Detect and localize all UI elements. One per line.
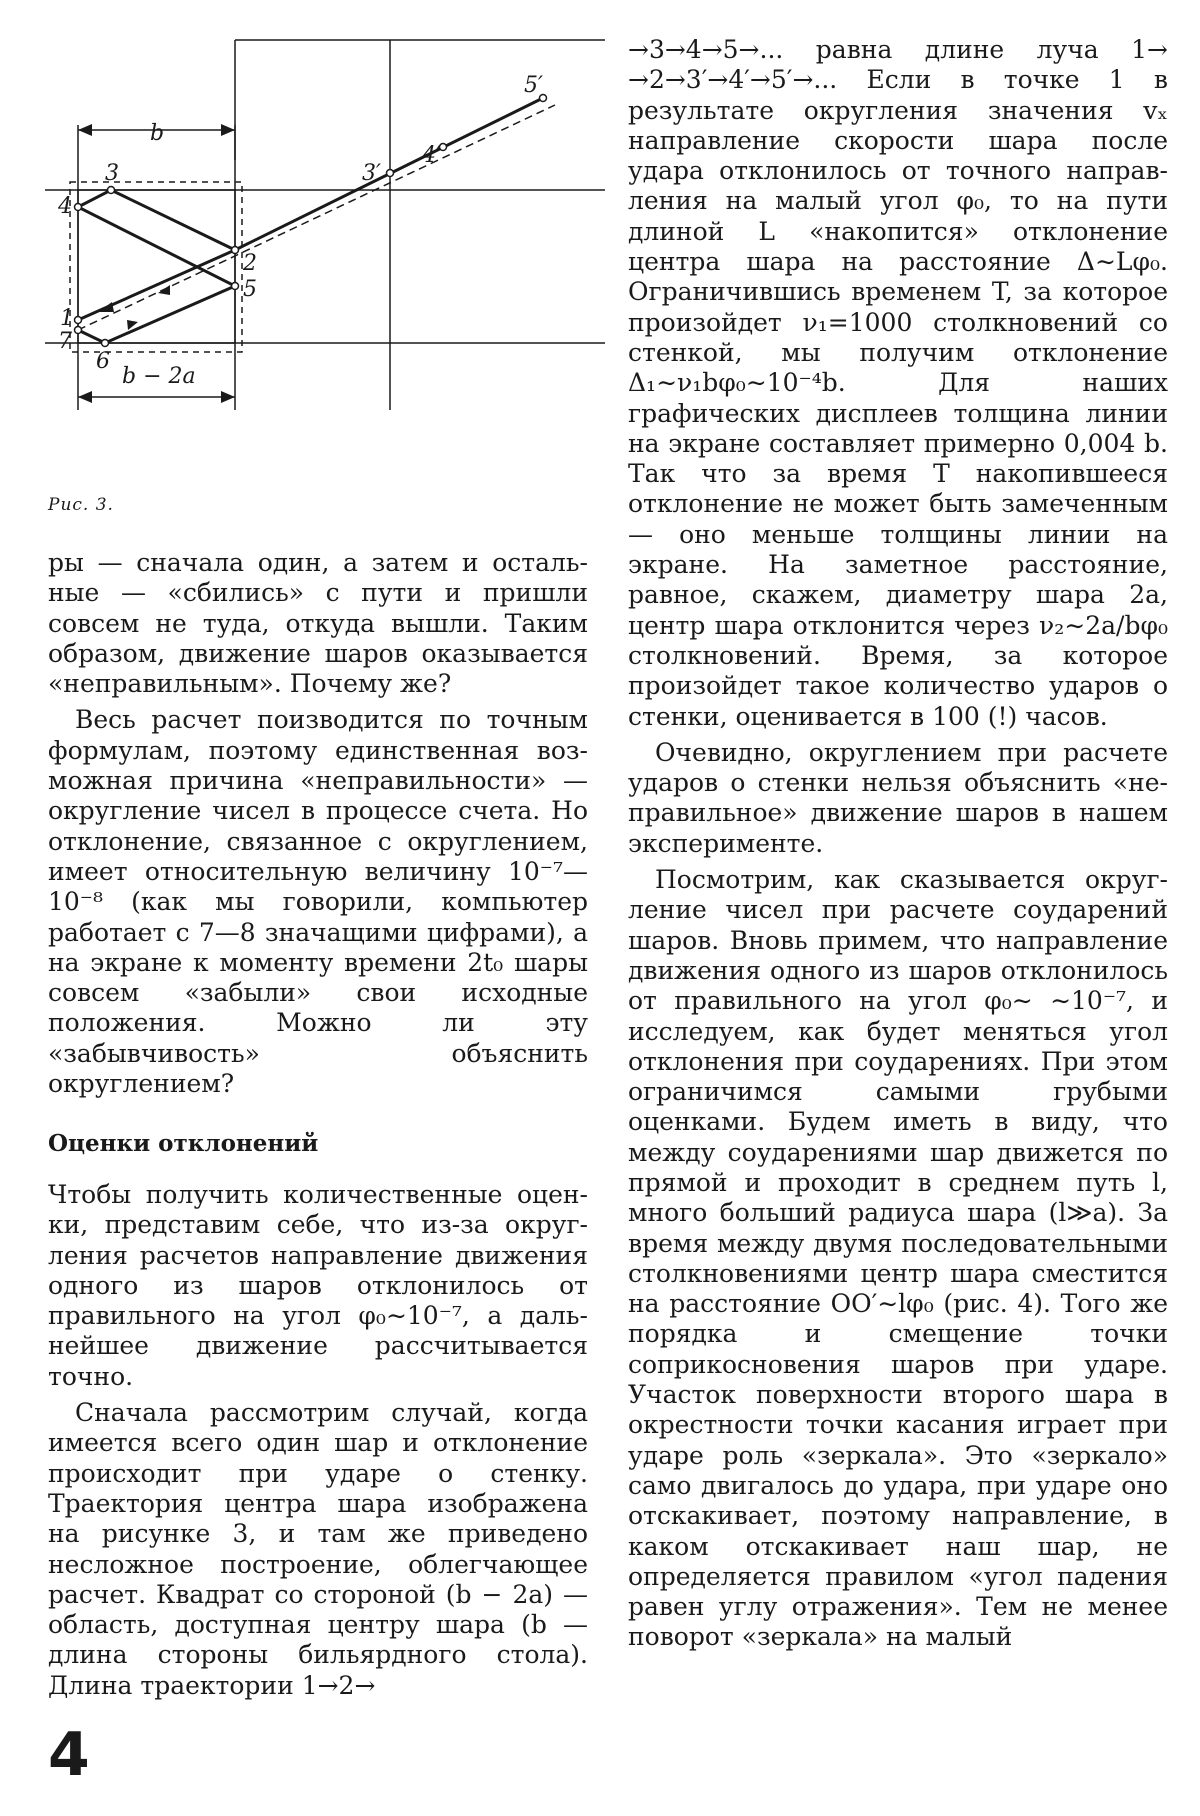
point-7 xyxy=(75,327,82,334)
label-4: 4 xyxy=(58,194,72,219)
paragraph: Посмотрим, как сказывается округление чисел при расчете соударений шаров. Вновь примем, что направление движения одного из шаров отклонилось от правильного на угол φ₀∼ ∼10⁻⁷, и исследуем, как будет меняться угол отклонения при соударениях. При этом ограничимся самыми грубыми оценками. Будем иметь в виду, что между соударениями шар движется по прямой и проходит в среднем путь l, много больший радиуса шара (l≫a). За время между двумя последовательными столкновениями центр шара сместится на расстояние OO′∼lφ₀ (рис. 4). Того же порядка и смещение точки соприкосновения шаров при ударе. Участок поверхности второго шара в окрестности точки касания играет при ударе роль «зеркала». Это «зеркало» само двигалось до удара, при ударе оно отскакивает, поэтому направление, в каком отскакивает наш шар, не определяется правилом «угол падения равен углу отражения». Тем не менее поворот «зеркала» на малый xyxy=(628,865,1168,1652)
point-6 xyxy=(102,340,109,347)
right-column xyxy=(628,35,1168,1653)
figure-3 xyxy=(30,30,610,520)
trajectory-diagram xyxy=(30,30,610,520)
arrowhead xyxy=(221,124,235,136)
label-5-prime: 5′ xyxy=(524,73,543,98)
figure-caption: Рис. 3. xyxy=(48,495,114,515)
point-3 xyxy=(108,187,115,194)
label-b: b xyxy=(150,121,165,146)
paragraph: ры — сначала один, а затем и остальные — «сбились» с пути и пришли совсем не туда, откуда вышли. Таким образом, движение шаров оказывается «неправильным». Почему же? xyxy=(48,548,588,699)
label-3: 3 xyxy=(105,161,119,186)
point-5 xyxy=(232,283,239,290)
arrowhead xyxy=(98,302,114,312)
point-2 xyxy=(232,247,239,254)
paragraph: Весь расчет поизводится по точным формулам, поэтому единственная возможная причина «неправильности» — округление чисел в процессе счета. Но отклонение, связанное с округлением, имеет относительную величину 10⁻⁷—10⁻⁸ (как мы говорили, компьютер работает с 7—8 значащими цифрами), а на экране к моменту времени 2t₀ шары совсем «забыли» свои исходные положения. Можно ли эту «забывчивость» объяснить округлением? xyxy=(48,705,588,1099)
point-3-prime xyxy=(387,170,394,177)
paragraph: →3→4→5→... равна длине луча 1→ →2→3′→4′→5′→... Если в точке 1 в результате округления значения vₓ направление скорости шара после удара отклонилось от точного направления на малый угол φ₀, то на пути длиной L «накопится» отклонение центра шара на расстояние Δ∼Lφ₀. Ограничившись временем T, за которое произойдет ν₁=1000 столкновений со стенкой, мы получим отклонение Δ₁∼ν₁bφ₀∼10⁻⁴b. Для наших графических дисплеев толщина линии на экране составляет примерно 0,004 b. Так что за время T накопившееся отклонение не может быть замеченным — оно меньше толщины линии на экране. На заметное расстояние, равное, скажем, диаметру шара 2a, центр шара отклонится через ν₂∼2a/bφ₀ столкновений. Время, за которое произойдет такое количество ударов о стенки, оценивается в 100 (!) часов. xyxy=(628,35,1168,731)
paragraph: Чтобы получить количественные оценки, представим себе, что из-за округления расчетов направление движения одного из шаров отклонилось от правильного на угол φ₀∼10⁻⁷, а дальнейшее движение рассчитывается точно. xyxy=(48,1180,588,1391)
arrowhead xyxy=(221,391,235,403)
label-4-prime: 4′ xyxy=(422,143,441,168)
point-4 xyxy=(75,204,82,211)
label-b-minus-2a: b − 2a xyxy=(122,364,196,389)
table-square-dashed xyxy=(70,182,242,352)
label-5: 5 xyxy=(243,277,257,302)
point-1 xyxy=(75,317,82,324)
label-3-prime: 3′ xyxy=(362,161,381,186)
arrowhead xyxy=(158,285,170,295)
section-heading: Оценки отклонений xyxy=(48,1130,319,1157)
arrowhead xyxy=(78,391,92,403)
label-2: 2 xyxy=(243,251,257,276)
arrowhead xyxy=(78,124,92,136)
left-column xyxy=(48,548,588,1099)
label-7: 7 xyxy=(58,329,72,354)
label-1: 1 xyxy=(60,306,74,331)
paragraph: Сначала рассмотрим случай, когда имеется всего один шар и отклонение происходит при ударе о стенку. Траектория центра шара изображена на рисунке 3, и там же приведено несложное построение, облегчающее расчет. Квадрат со стороной (b − 2a) — область, доступная центру шара (b — длина стороны бильярдного стола). Длина траектории 1→2→ xyxy=(48,1398,588,1700)
label-6: 6 xyxy=(96,349,110,374)
left-column-lower xyxy=(48,1180,588,1701)
page-number: 4 xyxy=(48,1720,90,1790)
paragraph: Очевидно, округлением при расчете ударов о стенки нельзя объяснить «неправильное» движение шаров в нашем эксперименте. xyxy=(628,737,1168,858)
